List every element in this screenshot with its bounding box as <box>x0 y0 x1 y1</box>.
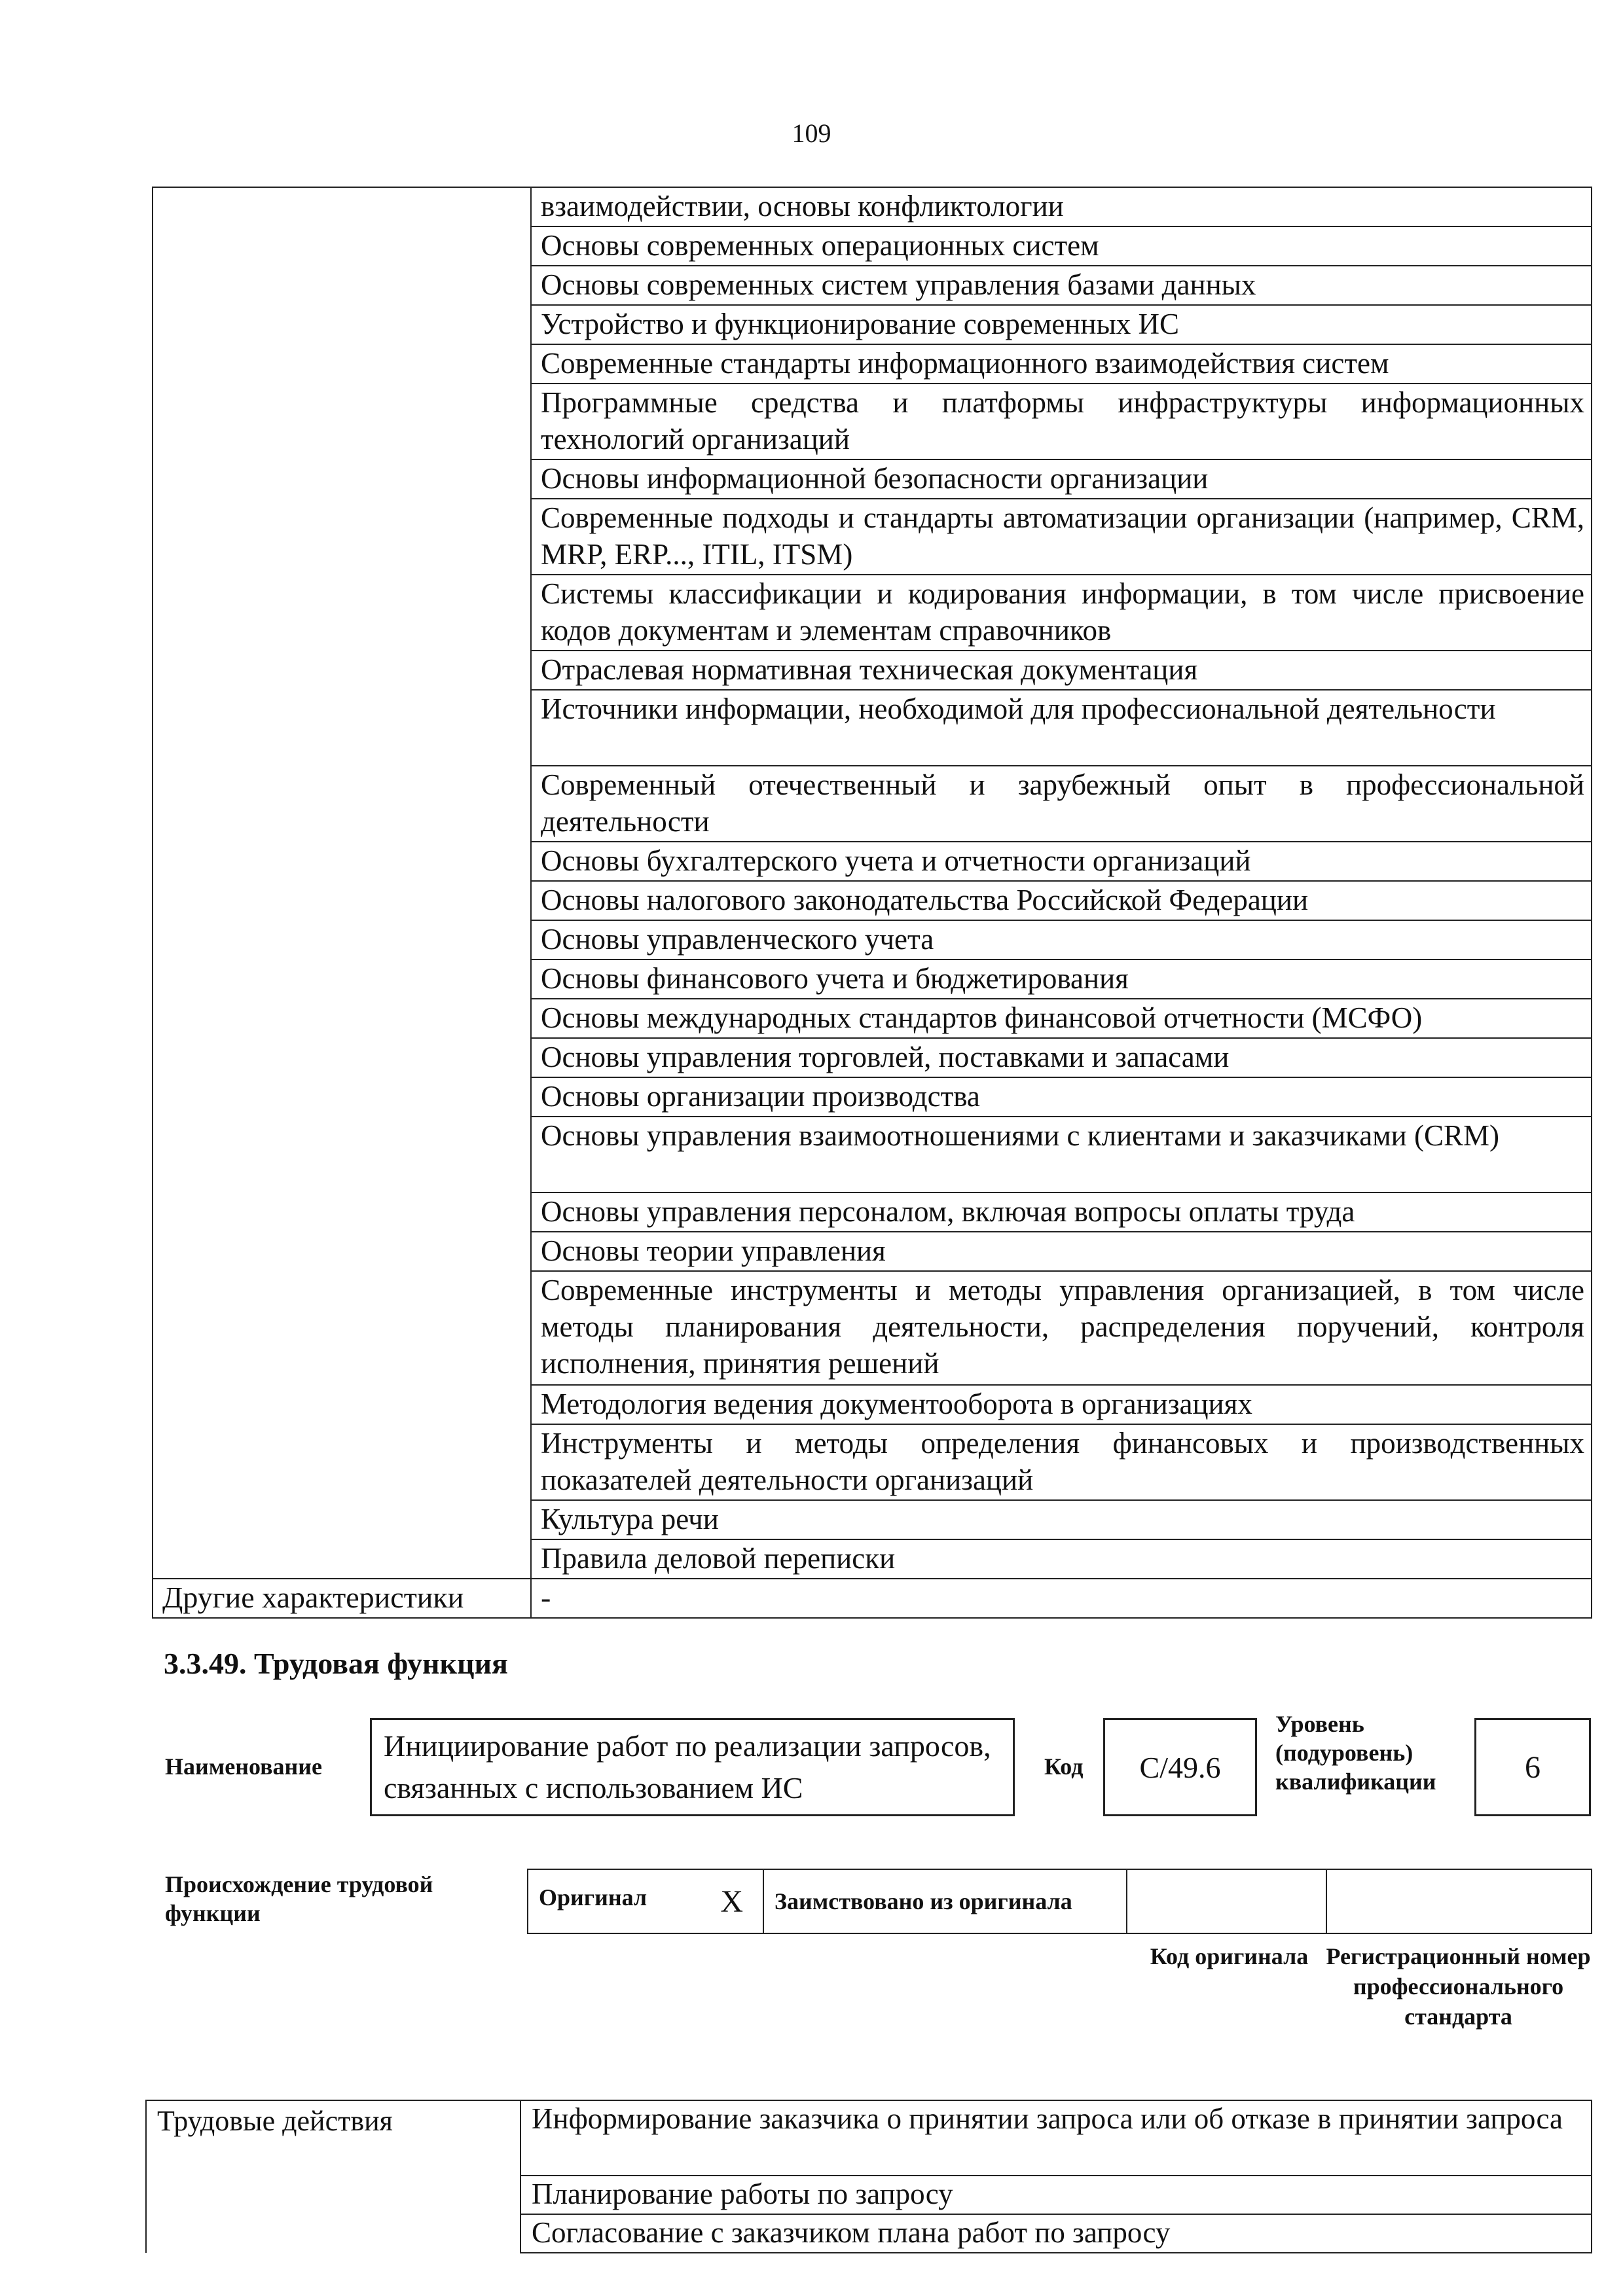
knowledge-item: Основы управления персоналом, включая вопросы оплаты труда <box>531 1193 1592 1232</box>
knowledge-table <box>152 187 1592 1619</box>
knowledge-item: Отраслевая нормативная техническая документация <box>531 651 1592 690</box>
borrowed-label: Заимствовано из оригинала <box>775 1888 1072 1914</box>
other-characteristics-label: Другие характеристики <box>153 1579 531 1618</box>
knowledge-item: Современные инструменты и методы управления организацией, в том числе методы планирования деятельности, распределения поручений, контроля исполнения, принятия решений <box>531 1271 1592 1385</box>
original-mark: X <box>720 1884 743 1919</box>
knowledge-item: Источники информации, необходимой для профессиональной деятельности <box>531 690 1592 766</box>
labor-actions-body <box>146 2100 1592 2253</box>
section-title: 3.3.49. Трудовая функция <box>164 1647 508 1680</box>
origin-label: Происхождение трудовой функции <box>165 1871 433 1926</box>
knowledge-item: Основы организации производства <box>531 1077 1592 1117</box>
knowledge-item: Правила деловой переписки <box>531 1539 1592 1579</box>
code-label: Код <box>1044 1753 1084 1780</box>
labor-action-row <box>146 2100 1592 2176</box>
knowledge-item: Современные стандарты информационного взаимодействия систем <box>531 344 1592 384</box>
labor-action-item: Планирование работы по запросу <box>520 2176 1592 2214</box>
code-box <box>1103 1718 1257 1816</box>
other-characteristics-value: - <box>531 1579 1592 1618</box>
knowledge-item: Программные средства и платформы инфраструктуры информационных технологий организаций <box>531 384 1592 459</box>
knowledge-item: Основы современных операционных систем <box>531 226 1592 266</box>
other-characteristics-row <box>153 1579 1592 1618</box>
page-number: 109 <box>792 118 831 148</box>
knowledge-table-body <box>153 187 1592 1618</box>
function-name-value: Инициирование работ по реализации запросов, связанных с использованием ИС <box>384 1729 991 1804</box>
knowledge-item: Современный отечественный и зарубежный опыт в профессиональной деятельности <box>531 766 1592 842</box>
registration-number-cell <box>1326 1869 1592 1933</box>
original-cell <box>528 1869 763 1933</box>
knowledge-item: Методология ведения документооборота в организациях <box>531 1385 1592 1424</box>
knowledge-item: Системы классификации и кодирования информации, в том числе присвоение кодов документам и элементам справочников <box>531 575 1592 651</box>
origin-row <box>528 1869 1592 1933</box>
knowledge-item: Основы информационной безопасности организации <box>531 459 1592 499</box>
level-value: 6 <box>1525 1749 1541 1785</box>
knowledge-row <box>153 187 1592 226</box>
labor-action-item: Информирование заказчика о принятии запроса или об отказе в принятии запроса <box>520 2100 1592 2176</box>
borrowed-cell <box>763 1869 1127 1933</box>
knowledge-item: Основы финансового учета и бюджетирования <box>531 960 1592 999</box>
knowledge-item: Устройство и функционирование современных ИС <box>531 305 1592 344</box>
labor-action-item: Согласование с заказчиком плана работ по запросу <box>520 2214 1592 2253</box>
original-label: Оригинал <box>539 1884 647 1910</box>
level-box <box>1474 1718 1591 1816</box>
knowledge-item: Основы международных стандартов финансовой отчетности (МСФО) <box>531 999 1592 1038</box>
knowledge-item: Основы управленческого учета <box>531 920 1592 960</box>
reg-caption: Регистрационный номер профессионального стандарта <box>1326 1943 1591 2030</box>
labor-actions-table <box>145 2100 1592 2253</box>
code-caption: Код оригинала <box>1150 1943 1309 1969</box>
labor-actions-label: Трудовые действия <box>146 2100 520 2253</box>
knowledge-item: Основы теории управления <box>531 1232 1592 1271</box>
knowledge-item: Инструменты и методы определения финансовых и производственных показателей деятельности организаций <box>531 1424 1592 1500</box>
knowledge-item: Основы управления торговлей, поставками и запасами <box>531 1038 1592 1077</box>
knowledge-label-cell <box>153 187 531 1579</box>
knowledge-item: взаимодействии, основы конфликтологии <box>531 187 1592 226</box>
knowledge-item: Основы управления взаимоотношениями с клиентами и заказчиками (CRM) <box>531 1117 1592 1193</box>
code-value: C/49.6 <box>1139 1750 1221 1784</box>
knowledge-item: Основы бухгалтерского учета и отчетности организаций <box>531 842 1592 881</box>
name-label: Наименование <box>165 1753 322 1780</box>
knowledge-item: Основы налогового законодательства Российской Федерации <box>531 881 1592 920</box>
function-name-box <box>370 1718 1015 1816</box>
knowledge-item: Основы современных систем управления базами данных <box>531 266 1592 305</box>
origin-table <box>527 1869 1592 1934</box>
level-label: Уровень (подуровень) квалификации <box>1275 1711 1436 1795</box>
knowledge-item: Культура речи <box>531 1500 1592 1539</box>
original-code-cell <box>1127 1869 1326 1933</box>
knowledge-item: Современные подходы и стандарты автоматизации организации (например, CRM, MRP, ERP..., ITIL, ITSM) <box>531 499 1592 575</box>
